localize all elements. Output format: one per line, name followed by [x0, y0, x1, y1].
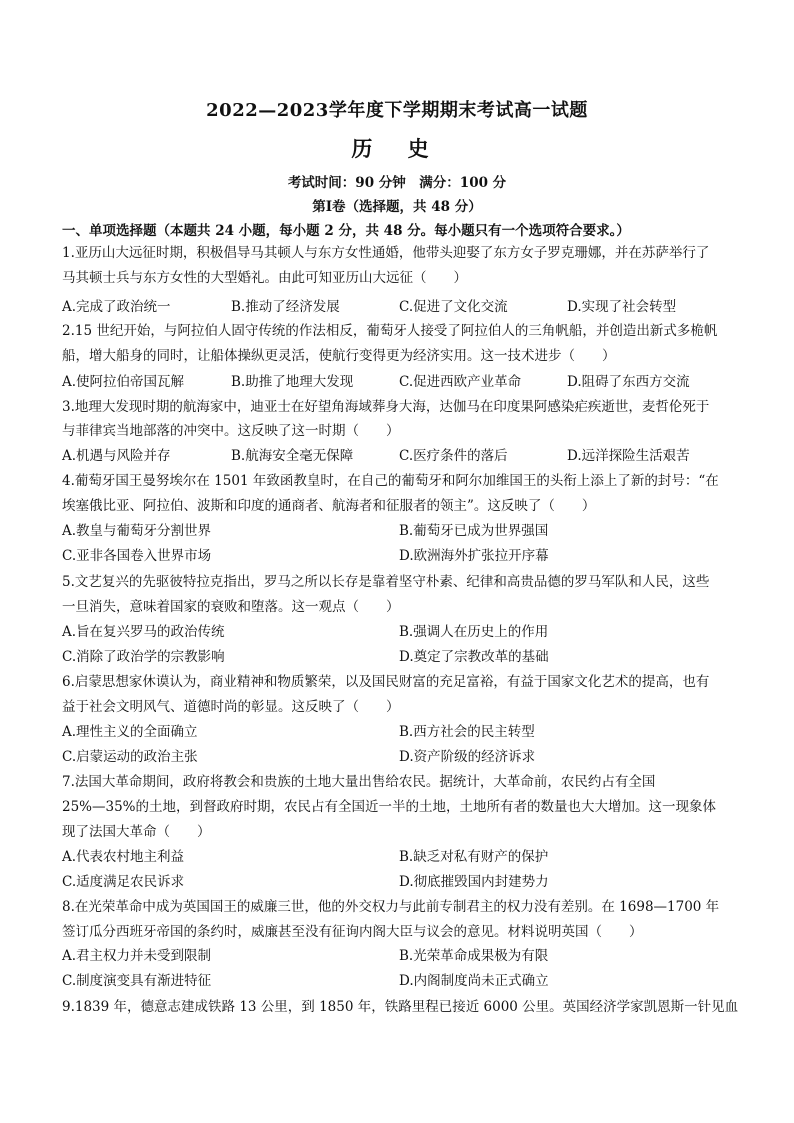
question-3-line-2: 与菲律宾当地部落的冲突中。这反映了这一时期（ ）: [62, 423, 400, 439]
question-2-option-c: C.促进西欧产业革命: [399, 374, 522, 390]
question-5-line-1: 5.文艺复兴的先驱彼特拉克指出，罗马之所以长存是靠着坚守朴素、纪律和高贵品德的罗马军队和人民，这些: [62, 574, 710, 590]
subject-title: 历 史: [351, 136, 443, 161]
question-6-option-d: D.资产阶级的经济诉求: [399, 749, 536, 765]
question-7-line-2: 25%—35%的土地，到督政府时期，农民占有全国近一半的土地，土地所有者的数量也大大增加。这一现象体: [62, 799, 717, 815]
question-5-option-c: C.消除了政治学的宗教影响: [62, 649, 225, 665]
question-4-option-a: A.教皇与葡萄牙分割世界: [62, 523, 212, 539]
question-6-option-b: B.西方社会的民主转型: [399, 724, 535, 740]
question-2-line-2: 船，增大船身的同时，让船体操纵更灵活，使航行变得更为经济实用。这一技术进步（ ）: [62, 348, 616, 364]
question-8-option-c: C.制度演变具有渐进特征: [62, 973, 212, 989]
question-6-line-2: 益于社会文明风气、道德时尚的彰显。这反映了（ ）: [62, 699, 400, 715]
question-7-line-3: 现了法国大革命（ ）: [62, 824, 211, 840]
question-5-option-d: D.奠定了宗教改革的基础: [399, 649, 549, 665]
question-5-option-a: A.旨在复兴罗马的政治传统: [62, 624, 225, 640]
question-6-line-1: 6.启蒙思想家休谟认为，商业精神和物质繁荣，以及国民财富的充足富裕，有益于国家文化艺术的提高，也有: [62, 674, 710, 690]
question-7-option-a: A.代表农村地主利益: [62, 849, 185, 865]
question-8-option-a: A.君主权力并未受到限制: [62, 948, 212, 964]
question-3-option-c: C.医疗条件的落后: [399, 448, 508, 464]
question-8-line-2: 签订瓜分西班牙帝国的条约时，威廉甚至没有征询内阁大臣与议会的意见。材料说明英国（ ）: [62, 924, 643, 940]
question-8-option-d: D.内阁制度尚未正式确立: [399, 973, 549, 989]
section-heading: 一、单项选择题（本题共 24 小题，每小题 2 分，共 48 分。每小题只有一个选项符合要求。）: [62, 223, 630, 239]
question-1-option-a: A.完成了政治统一: [62, 299, 171, 315]
question-1-option-d: D.实现了社会转型: [567, 299, 677, 315]
question-7-option-d: D.彻底摧毁国内封建势力: [399, 874, 549, 890]
question-9-line-1: 9.1839 年，德意志建成铁路 13 公里，到 1850 年，铁路里程已接近 6000 公里。英国经济学家凯恩斯一针见血: [62, 999, 739, 1015]
question-1-option-b: B.推动了经济发展: [231, 299, 340, 315]
question-7-line-1: 7.法国大革命期间，政府将教会和贵族的土地大量出售给农民。据统计，大革命前，农民约占有全国: [62, 774, 656, 790]
question-2-option-b: B.助推了地理大发现: [231, 374, 354, 390]
question-6-option-a: A.理性主义的全面确立: [62, 724, 198, 740]
question-4-line-1: 4.葡萄牙国王曼努埃尔在 1501 年致函教皇时，在自己的葡萄牙和阿尔加维国王的头衔上添上了新的封号：“在: [62, 473, 719, 489]
question-2-line-1: 2.15 世纪开始，与阿拉伯人固守传统的作法相反，葡萄牙人接受了阿拉伯人的三角帆船，并创造出新式多桅帆: [62, 323, 718, 339]
question-2-option-d: D.阻碍了东西方交流: [567, 374, 690, 390]
question-6-option-c: C.启蒙运动的政治主张: [62, 749, 198, 765]
question-4-option-d: D.欧洲海外扩张拉开序幕: [399, 548, 549, 564]
question-3-line-1: 3.地理大发现时期的航海家中，迪亚士在好望角海域葬身大海，达伽马在印度果阿感染疟疾逝世，麦哲伦死于: [62, 399, 710, 415]
question-1-line-1: 1.亚历山大远征时期，积极倡导马其顿人与东方女性通婚，他带头迎娶了东方女子罗克珊娜，并在苏萨举行了: [62, 245, 710, 261]
question-7-option-b: B.缺乏对私有财产的保护: [399, 849, 549, 865]
question-1-line-2: 马其顿士兵与东方女性的大型婚礼。由此可知亚历山大远征（ ）: [62, 270, 467, 286]
question-7-option-c: C.适度满足农民诉求: [62, 874, 185, 890]
question-4-option-b: B.葡萄牙已成为世界强国: [399, 523, 549, 539]
question-3-option-b: B.航海安全毫无保障: [231, 448, 354, 464]
exam-meta: 考试时间：90 分钟 满分：100 分: [287, 175, 507, 191]
question-3-option-d: D.远洋探险生活艰苦: [567, 448, 690, 464]
question-4-option-c: C.亚非各国卷入世界市场: [62, 548, 212, 564]
question-3-option-a: A.机遇与风险并存: [62, 448, 171, 464]
volume-heading: 第Ⅰ卷（选择题，共 48 分）: [312, 199, 482, 215]
exam-title: 2022—2023学年度下学期期末考试高一试题: [206, 100, 588, 121]
question-1-option-c: C.促进了文化交流: [399, 299, 508, 315]
question-5-option-b: B.强调人在历史上的作用: [399, 624, 549, 640]
question-8-line-1: 8.在光荣革命中成为英国国王的威廉三世，他的外交权力与此前专制君主的权力没有差别。在 1698—1700 年: [62, 899, 720, 915]
question-8-option-b: B.光荣革命成果极为有限: [399, 948, 549, 964]
question-2-option-a: A.使阿拉伯帝国瓦解: [62, 374, 185, 390]
question-4-line-2: 埃塞俄比亚、阿拉伯、波斯和印度的通商者、航海者和征服者的领主”。这反映了（ ）: [62, 498, 596, 514]
question-5-line-2: 一旦消失，意味着国家的衰败和堕落。这一观点（ ）: [62, 599, 400, 615]
